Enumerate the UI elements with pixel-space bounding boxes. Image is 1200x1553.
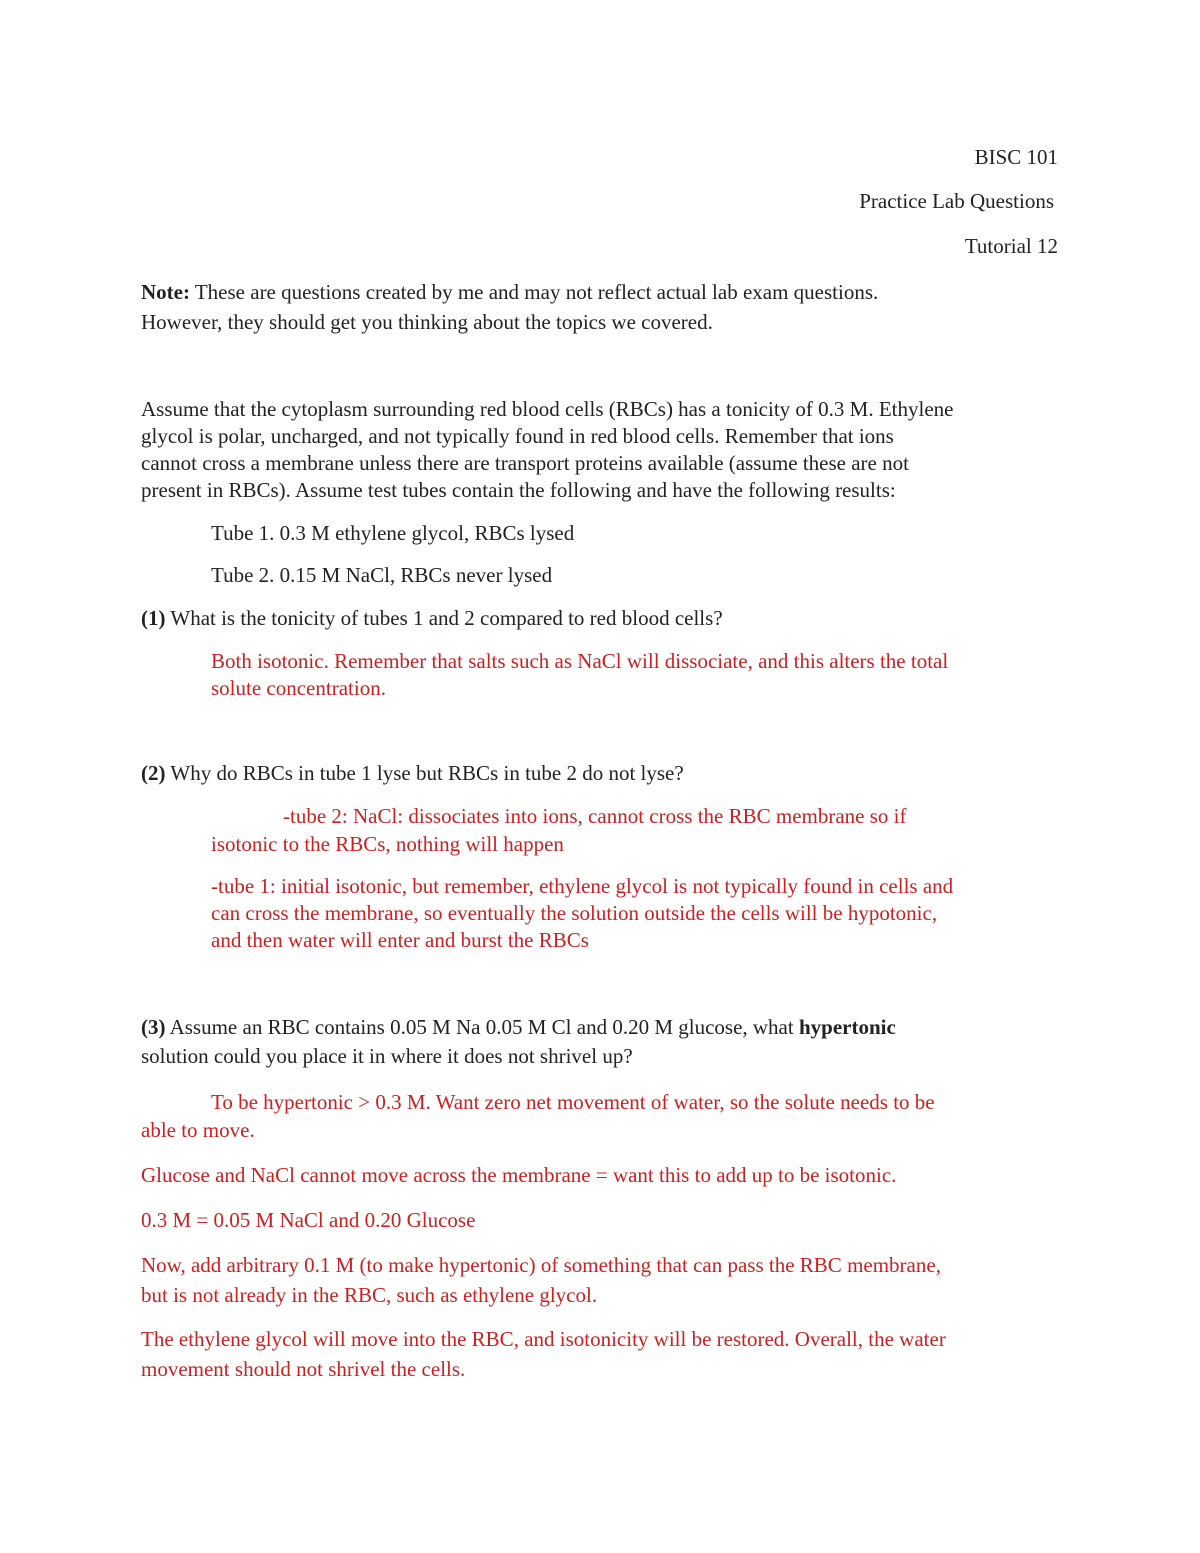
answer-2-line: can cross the membrane, so eventually the solution outside the cells will be hypotonic,	[211, 901, 938, 925]
intro-line: cannot cross a membrane unless there are transport proteins available (assume these are not	[141, 451, 909, 475]
document-title: Practice Lab Questions	[859, 189, 1054, 213]
question-2-number: (2)	[141, 761, 166, 785]
answer-3-line: To be hypertonic > 0.3 M. Want zero net movement of water, so the solute needs to be	[211, 1090, 935, 1114]
answer-3-line: Glucose and NaCl cannot move across the membrane = want this to add up to be isotonic.	[141, 1163, 897, 1187]
question-3-keyword: hypertonic	[798, 1015, 896, 1039]
answer-3-line: 0.3 M = 0.05 M NaCl and 0.20 Glucose	[141, 1208, 476, 1232]
question-3-line-2: solution could you place it in where it does not shrivel up?	[141, 1044, 633, 1068]
tutorial-number: Tutorial 12	[964, 234, 1058, 258]
question-2-text: Why do RBCs in tube 1 lyse but RBCs in tube 2 do not lyse?	[165, 761, 684, 785]
note-text-1: These are questions created by me and may not reflect actual lab exam questions.	[189, 280, 879, 304]
answer-2-line: isotonic to the RBCs, nothing will happen	[211, 832, 564, 856]
question-1-text: What is the tonicity of tubes 1 and 2 compared to red blood cells?	[165, 606, 723, 630]
question-3	[141, 1013, 896, 1041]
answer-3-line: Now, add arbitrary 0.1 M (to make hypertonic) of something that can pass the RBC membrane,	[141, 1253, 941, 1277]
note-line-2: However, they should get you thinking about the topics we covered.	[141, 310, 713, 334]
question-2	[141, 759, 684, 787]
tube-1: Tube 1. 0.3 M ethylene glycol, RBCs lysed	[211, 521, 575, 545]
answer-2-line: -tube 1: initial isotonic, but remember, ethylene glycol is not typically found in cells and	[211, 874, 954, 898]
question-1	[141, 604, 723, 632]
answer-3-line: movement should not shrivel the cells.	[141, 1357, 466, 1381]
question-3-text: Assume an RBC contains 0.05 M Na 0.05 M Cl and 0.20 M glucose, what	[165, 1015, 799, 1039]
course-code: BISC 101	[974, 145, 1058, 169]
answer-3-line: The ethylene glycol will move into the RBC, and isotonicity will be restored. Overall, the water	[141, 1327, 946, 1351]
answer-3-line: able to move.	[141, 1118, 255, 1142]
intro-line: Assume that the cytoplasm surrounding red blood cells (RBCs) has a tonicity of 0.3 M. Ethylene	[141, 397, 954, 421]
answer-1-line: solute concentration.	[211, 676, 386, 700]
answer-2-line: -tube 2: NaCl: dissociates into ions, cannot cross the RBC membrane so if	[283, 804, 907, 828]
intro-line: present in RBCs). Assume test tubes contain the following and have the following results:	[141, 478, 896, 502]
note-line-1	[141, 278, 878, 306]
question-3-number: (3)	[141, 1015, 166, 1039]
intro-line: glycol is polar, uncharged, and not typically found in red blood cells. Remember that ions	[141, 424, 894, 448]
answer-1-line: Both isotonic. Remember that salts such as NaCl will dissociate, and this alters the total	[211, 649, 949, 673]
answer-3-line: but is not already in the RBC, such as ethylene glycol.	[141, 1283, 598, 1307]
note-label: Note:	[141, 280, 190, 304]
answer-2-line: and then water will enter and burst the RBCs	[211, 928, 589, 952]
tube-2: Tube 2. 0.15 M NaCl, RBCs never lysed	[211, 563, 553, 587]
question-1-number: (1)	[141, 606, 166, 630]
